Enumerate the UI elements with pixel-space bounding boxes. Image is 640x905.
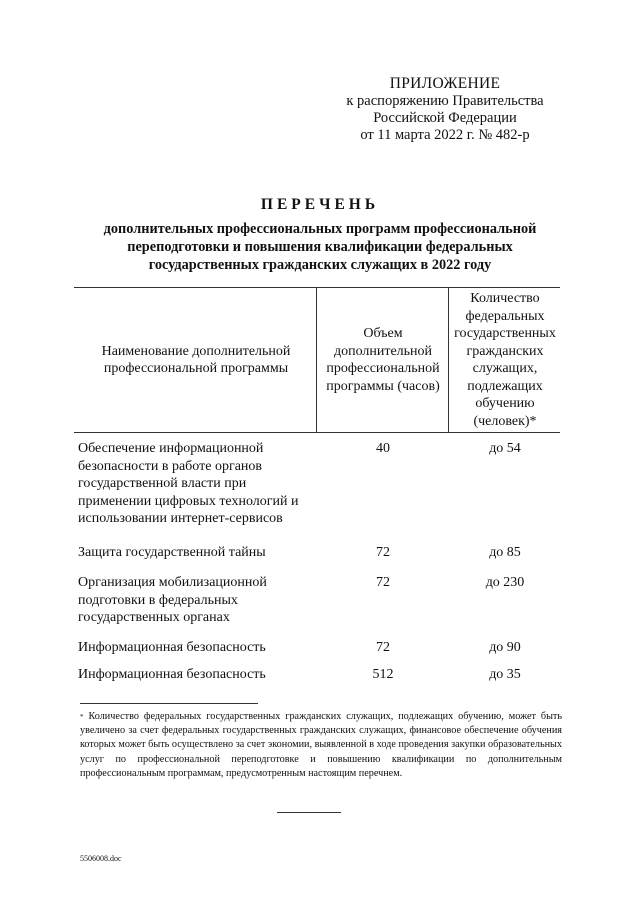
appendix-line-1: к распоряжению Правительства — [346, 93, 544, 109]
table-header — [74, 287, 560, 433]
footnote-separator — [80, 703, 258, 704]
row-people: до 85 — [489, 545, 521, 560]
appendix-title: ПРИЛОЖЕНИЕ — [389, 75, 501, 92]
header-people-count: Количество федеральных государственных гражданских служащих, подлежащих обучению (человек)* — [454, 291, 556, 429]
row-hours: 72 — [376, 545, 390, 560]
footnote-marker: * — [80, 713, 84, 721]
table-row — [74, 574, 560, 639]
programs-table — [74, 287, 560, 690]
end-divider — [277, 812, 341, 813]
subtitle-line-3: государственных гражданских служащих в 2022 году — [148, 257, 492, 273]
appendix-line-2: Российской Федерации — [373, 110, 517, 126]
page-title: ПЕРЕЧЕНЬ — [260, 196, 380, 213]
subtitle-line-2: переподготовки и повышения квалификации федеральных — [127, 239, 513, 255]
row-program-name: Организация мобилизационной подготовки в федеральных государственных органах — [78, 575, 267, 625]
header-program-name: Наименование дополнительной профессиональной программы — [101, 343, 291, 376]
row-program-name: Защита государственной тайны — [78, 545, 266, 560]
row-program-name: Информационная безопасность — [78, 640, 266, 655]
row-hours: 72 — [376, 640, 390, 655]
footnote-text: Количество федеральных государственных гражданских служащих, подлежащих обучению, может быть увеличено за счет федеральных государственных гражданских служащих, финансовое обеспечение обучения которых может быть осуществлено за счет экономии, выявленной в ходе проведения закупки образовательных услуг по профессиональной переподготовке и повышению квалификации по дополнительным профессиональным программам, предусмотренным настоящим перечнем. — [80, 711, 563, 779]
row-program-name: Обеспечение информационной безопасности в работе органов государственной власти при применении цифровых технологий и использовании интернет-сервисов — [78, 441, 299, 526]
appendix-line-3: от 11 марта 2022 г. № 482-р — [360, 127, 530, 143]
row-hours: 72 — [376, 575, 390, 590]
subtitle-line-1: дополнительных профессиональных программ профессиональной — [103, 221, 537, 237]
table-row — [74, 544, 560, 574]
footnote — [80, 710, 562, 781]
row-hours: 40 — [376, 441, 390, 456]
column-divider — [448, 288, 449, 432]
column-divider — [316, 288, 317, 432]
row-people: до 35 — [489, 667, 521, 682]
row-people: до 54 — [489, 441, 521, 456]
row-program-name: Информационная безопасность — [78, 667, 266, 682]
table-row — [74, 440, 560, 544]
header-program-hours: Объем дополнительной профессиональной программы (часов) — [326, 326, 440, 394]
row-people: до 90 — [489, 640, 521, 655]
table-row — [74, 639, 560, 666]
row-hours: 512 — [372, 667, 394, 682]
document-filename: 5506008.doc — [80, 854, 122, 863]
page-subtitle — [78, 220, 562, 274]
appendix-header — [330, 74, 560, 144]
table-row — [74, 666, 560, 690]
row-people: до 230 — [485, 575, 525, 590]
